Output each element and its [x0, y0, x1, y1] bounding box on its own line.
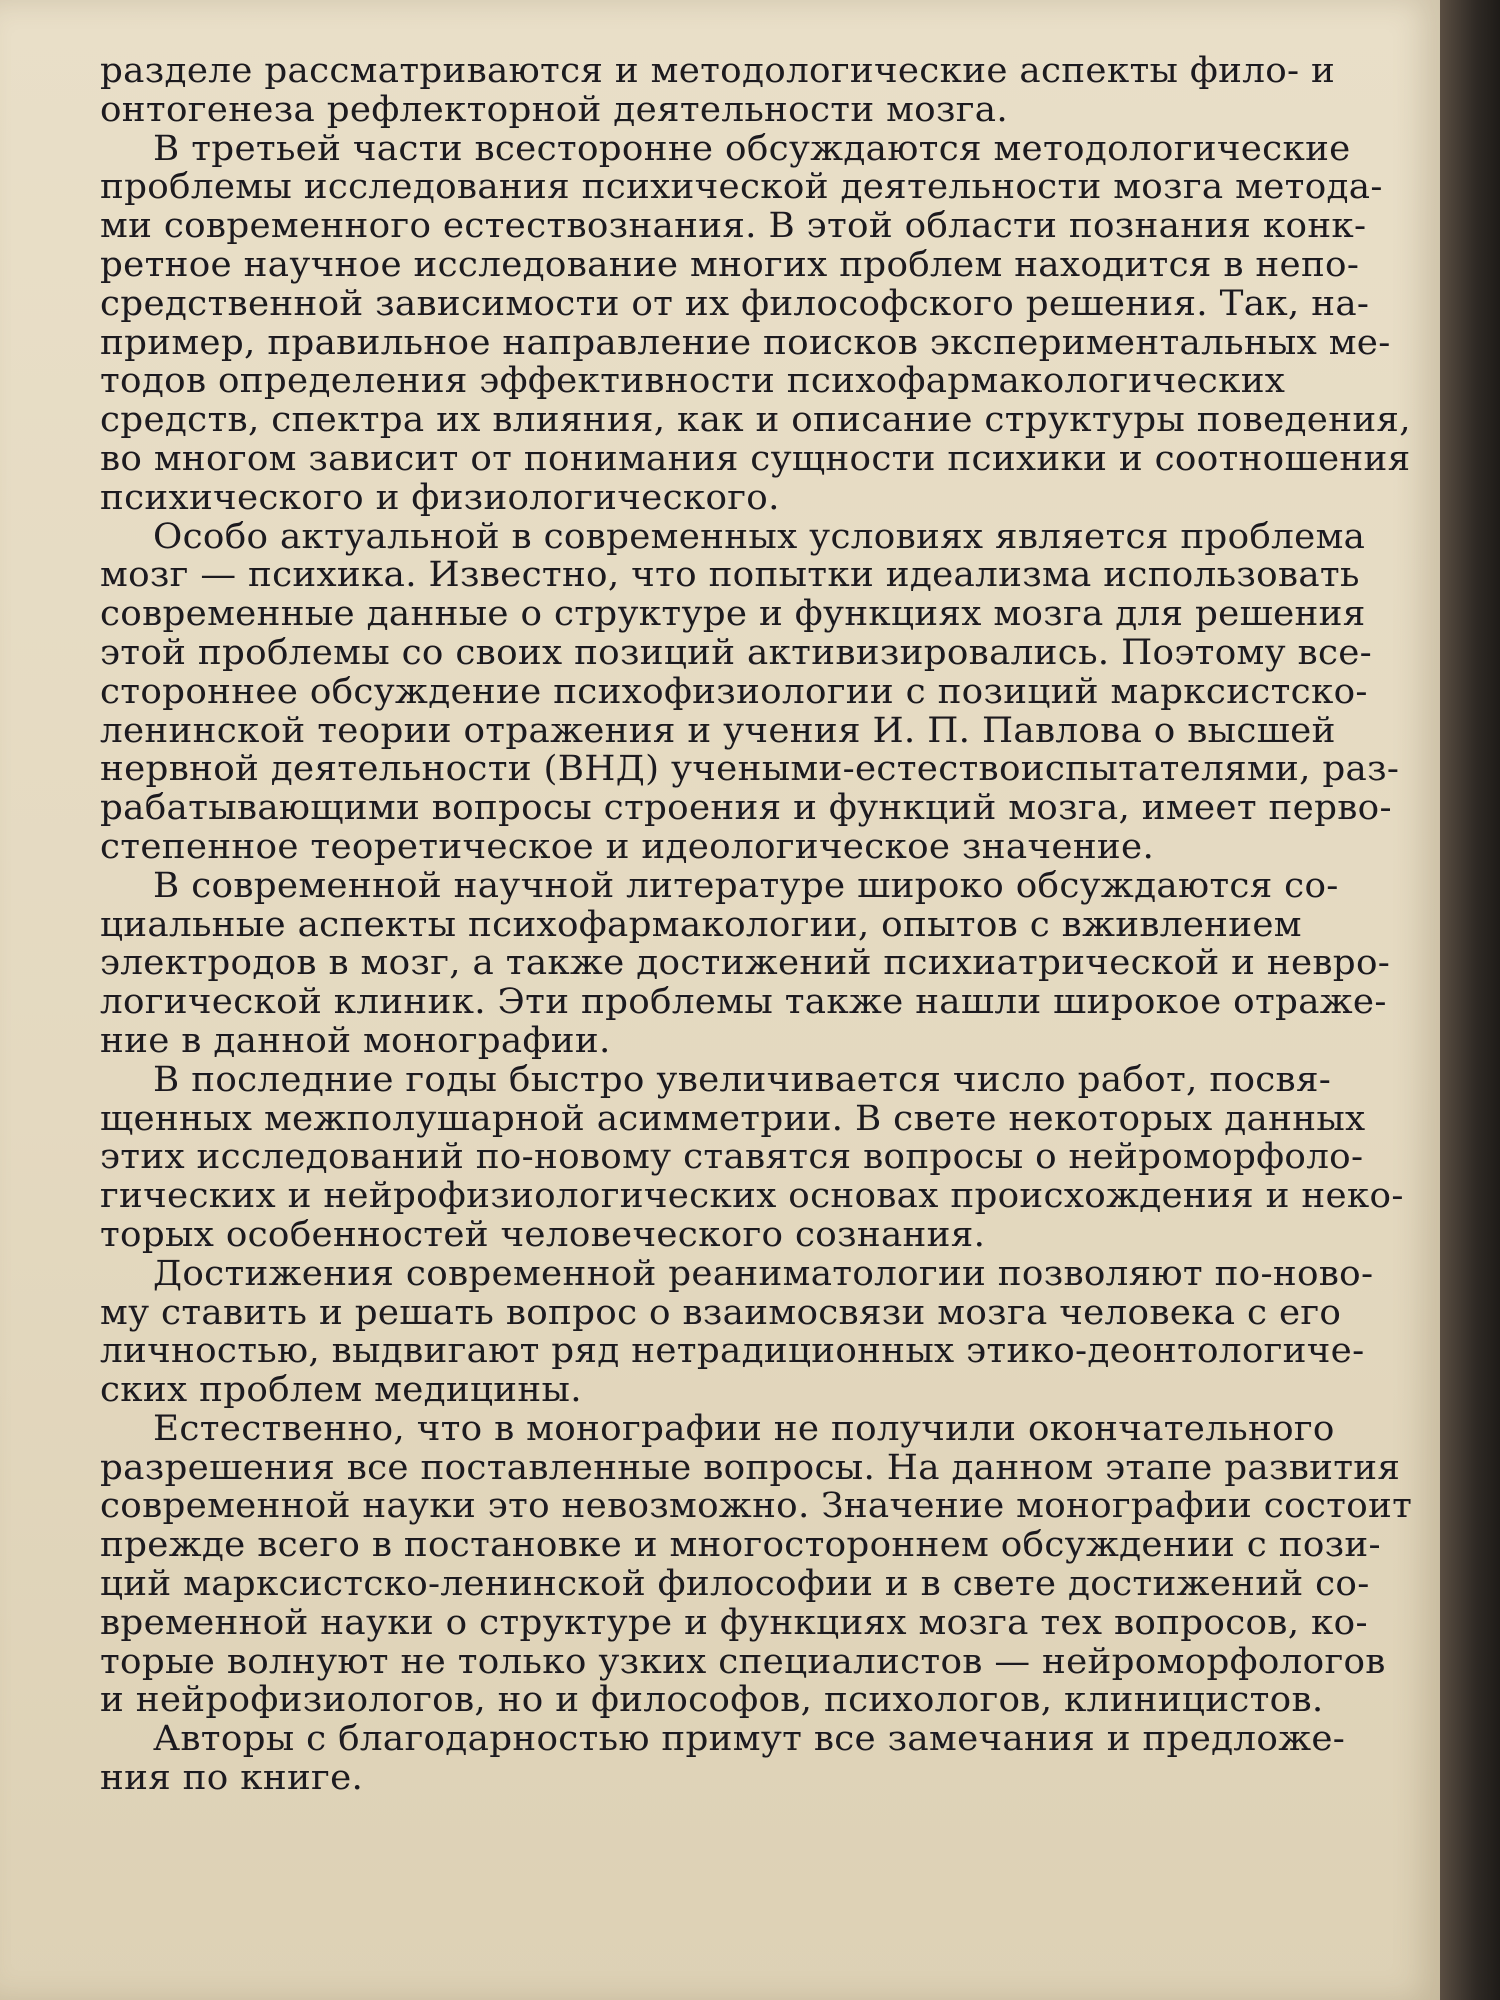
text-line: современные данные о структуре и функциях мозга для решения	[100, 594, 1366, 635]
text-line: прежде всего в постановке и многостороннем обсуждении с пози-	[100, 1525, 1381, 1566]
paragraph-6	[100, 1255, 1446, 1410]
text-line: этой проблемы со своих позиций активизировались. Поэтому все-	[100, 632, 1373, 673]
text-line: разрешения все поставленные вопросы. На данном этапе развития	[100, 1447, 1401, 1488]
text-line: нервной деятельности (ВНД) учеными-естествоиспытателями, раз-	[100, 749, 1400, 790]
text-line: Особо актуальной в современных условиях является проблема	[153, 516, 1366, 557]
text-line: электродов в мозг, а также достижений психиатрической и невро-	[100, 943, 1391, 984]
text-line: психического и физиологического.	[100, 477, 780, 518]
text-line: торых особенностей человеческого сознания.	[100, 1214, 986, 1255]
paragraph-8	[100, 1720, 1446, 1798]
page-text	[100, 52, 1446, 1798]
text-line: ций марксистско-ленинской философии и в свете достижений со-	[100, 1564, 1370, 1605]
text-line: ния по книге.	[100, 1758, 364, 1799]
text-line: современной науки это невозможно. Значение монографии состоит	[100, 1486, 1413, 1527]
text-line: ленинской теории отражения и учения И. П. Павлова о высшей	[100, 710, 1336, 751]
text-line: онтогенеза рефлекторной деятельности мозга.	[100, 89, 1008, 130]
text-line: и нейрофизиологов, но и философов, психологов, клиницистов.	[100, 1680, 1324, 1721]
paragraph-7	[100, 1410, 1446, 1720]
text-line: ми современного естествознания. В этой области познания конк-	[100, 206, 1367, 247]
text-line: мозг — психика. Известно, что попытки идеализма использовать	[100, 555, 1360, 596]
text-line: ретное научное исследование многих проблем находится в непо-	[100, 244, 1360, 285]
text-line: во многом зависит от понимания сущности психики и соотношения	[100, 438, 1411, 479]
text-line: разделе рассматриваются и методологические аспекты фило- и	[100, 51, 1336, 91]
text-line: щенных межполушарной асимметрии. В свете некоторых данных	[100, 1098, 1366, 1139]
text-line: тодов определения эффективности психофармакологических	[100, 361, 1286, 402]
text-line: степенное теоретическое и идеологическое значение.	[100, 826, 1155, 867]
text-line: В третьей части всесторонне обсуждаются методологические	[153, 128, 1351, 169]
text-line: рабатывающими вопросы строения и функций мозга, имеет перво-	[100, 788, 1392, 829]
paragraph-5	[100, 1061, 1446, 1255]
text-line: гических и нейрофизиологических основах происхождения и неко-	[100, 1176, 1404, 1217]
text-line: ние в данной монографии.	[100, 1020, 611, 1061]
text-line: му ставить и решать вопрос о взаимосвязи мозга человека с его	[100, 1292, 1342, 1333]
text-line: В последние годы быстро увеличивается число работ, посвя-	[153, 1059, 1332, 1100]
text-line: средств, спектра их влияния, как и описание структуры поведения,	[100, 400, 1411, 441]
text-line: Достижения современной реаниматологии позволяют по-ново-	[153, 1253, 1374, 1294]
text-line: пример, правильное направление поисков экспериментальных ме-	[100, 322, 1391, 363]
text-line: логической клиник. Эти проблемы также нашли широкое отраже-	[100, 982, 1387, 1023]
paragraph-2	[100, 130, 1446, 518]
text-line: проблемы исследования психической деятельности мозга метода-	[100, 167, 1383, 208]
paragraph-1	[100, 52, 1446, 130]
text-line: этих исследований по-новому ставятся вопросы о нейроморфоло-	[100, 1137, 1364, 1178]
paragraph-3	[100, 518, 1446, 867]
text-line: Авторы с благодарностью примут все замечания и предложе-	[153, 1719, 1346, 1760]
page-edge-shadow	[1440, 0, 1500, 2000]
text-line: ских проблем медицины.	[100, 1370, 582, 1411]
text-line: циальные аспекты психофармакологии, опытов с вживлением	[100, 904, 1302, 945]
text-line: В современной научной литературе широко обсуждаются со-	[153, 865, 1339, 906]
text-line: личностью, выдвигают ряд нетрадиционных этико-деонтологиче-	[100, 1331, 1365, 1372]
text-line: Естественно, что в монографии не получили окончательного	[153, 1408, 1335, 1449]
text-line: средственной зависимости от их философского решения. Так, на-	[100, 283, 1370, 324]
text-line: стороннее обсуждение психофизиологии с позиций марксистско-	[100, 671, 1368, 712]
paragraph-4	[100, 867, 1446, 1061]
text-line: временной науки о структуре и функциях мозга тех вопросов, ко-	[100, 1602, 1368, 1643]
text-line: торые волнуют не только узких специалистов — нейроморфологов	[100, 1641, 1386, 1682]
